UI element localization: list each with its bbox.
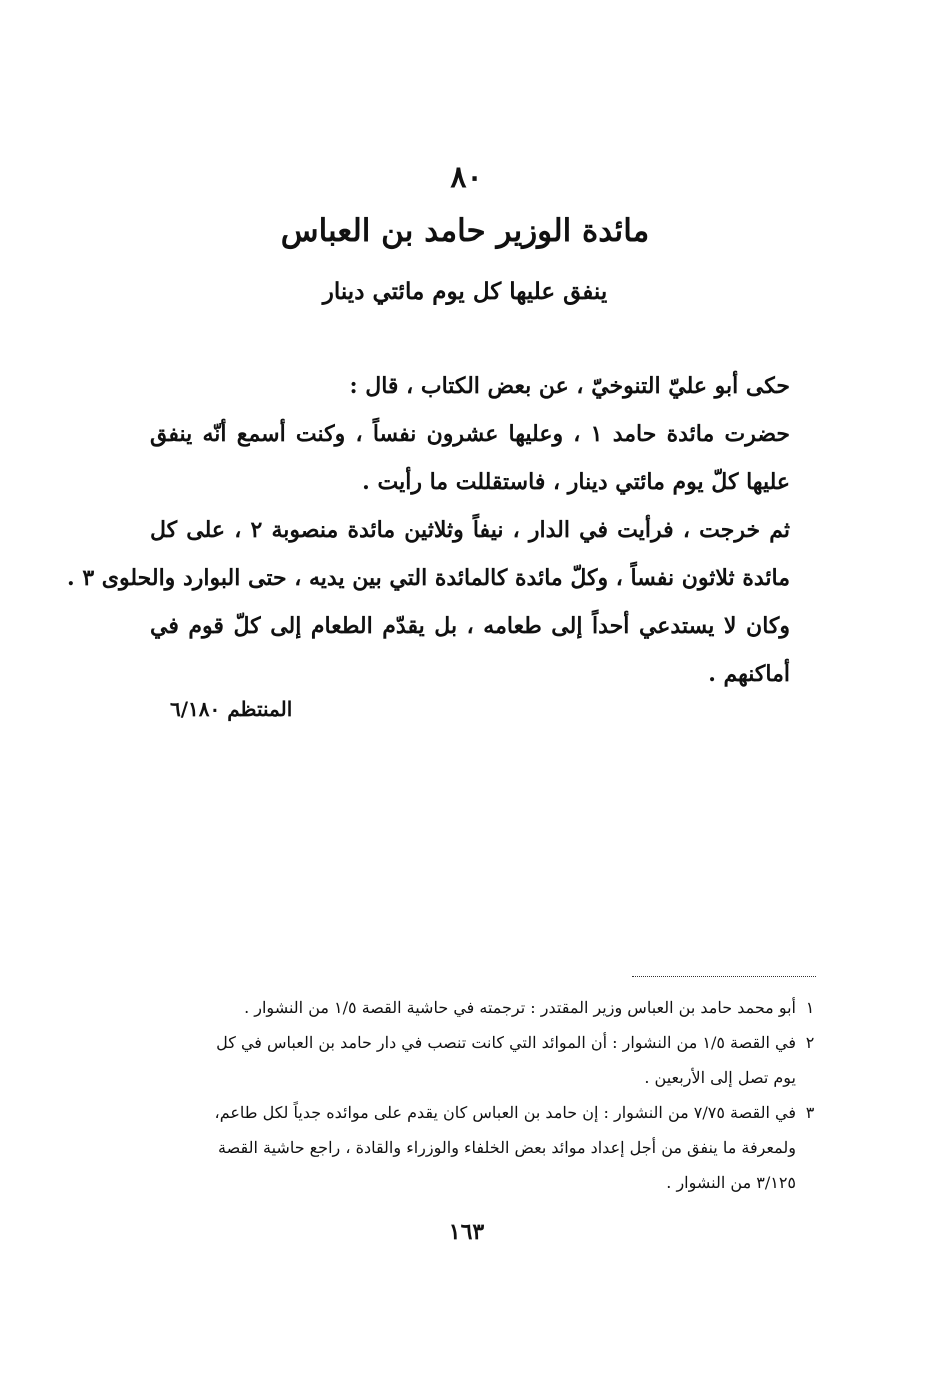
footnote-line: ولمعرفة ما ينفق من أجل إعداد موائد بعض الخلفاء والوزراء والقادة ، راجع حاشية القصة xyxy=(218,1138,796,1157)
footnote xyxy=(150,1025,818,1095)
story-title: مائدة الوزير حامد بن العباس xyxy=(280,213,650,249)
footnote-line: يوم تصل إلى الأربعين . xyxy=(644,1068,796,1087)
body-line: مائدة ثلاثون نفساً ، وكلّ مائدة كالمائدة التي بين يديه ، حتى البوارد والحلوى ٣ . xyxy=(66,565,790,591)
body-line: حضرت مائدة حامد ١ ، وعليها عشرون نفساً ، وكنت أسمع أنّه ينفق xyxy=(150,421,791,447)
page-number: ١٦٣ xyxy=(448,1219,485,1245)
body-line: ثم خرجت ، فرأيت في الدار ، نيفاً وثلاثين مائدة منصوبة ٢ ، على كل xyxy=(150,517,790,543)
footnote-line: ٣/١٢٥ من النشوار . xyxy=(666,1173,796,1192)
footnotes xyxy=(150,990,818,1200)
story-subtitle: ينفق عليها كل يوم مائتي دينار xyxy=(322,278,608,305)
footnote-line: أبو محمد حامد بن العباس وزير المقتدر : ترجمته في حاشية القصة ١/٥ من النشوار . xyxy=(244,998,796,1017)
footnote-number: ٣ xyxy=(805,1103,815,1122)
story-body xyxy=(66,362,791,698)
footnote xyxy=(150,1095,818,1200)
footnote-divider xyxy=(632,976,816,977)
source-reference: المنتظم ٦/١٨٠ xyxy=(170,697,293,721)
body-line: وكان لا يستدعي أحداً إلى طعامه ، بل يقدّم الطعام إلى كلّ قوم في xyxy=(150,613,790,639)
body-line: أماكنهم . xyxy=(708,661,790,687)
footnote-line: في القصة ١/٥ من النشوار : أن الموائد التي كانت تنصب في دار حامد بن العباس في كل xyxy=(216,1033,796,1052)
footnote-line: في القصة ٧/٧٥ من النشوار : إن حامد بن العباس كان يقدم على موائده جدياً لكل طاعم، xyxy=(214,1103,796,1122)
footnote-number: ٢ xyxy=(805,1033,815,1052)
chapter-number: ٨٠ xyxy=(450,160,483,195)
footnote-number: ١ xyxy=(805,998,815,1017)
footnote xyxy=(150,990,818,1025)
body-line: حكى أبو عليّ التنوخيّ ، عن بعض الكتاب ، قال : xyxy=(349,373,790,399)
body-line: عليها كلّ يوم مائتي دينار ، فاستقللت ما رأيت . xyxy=(362,469,790,495)
